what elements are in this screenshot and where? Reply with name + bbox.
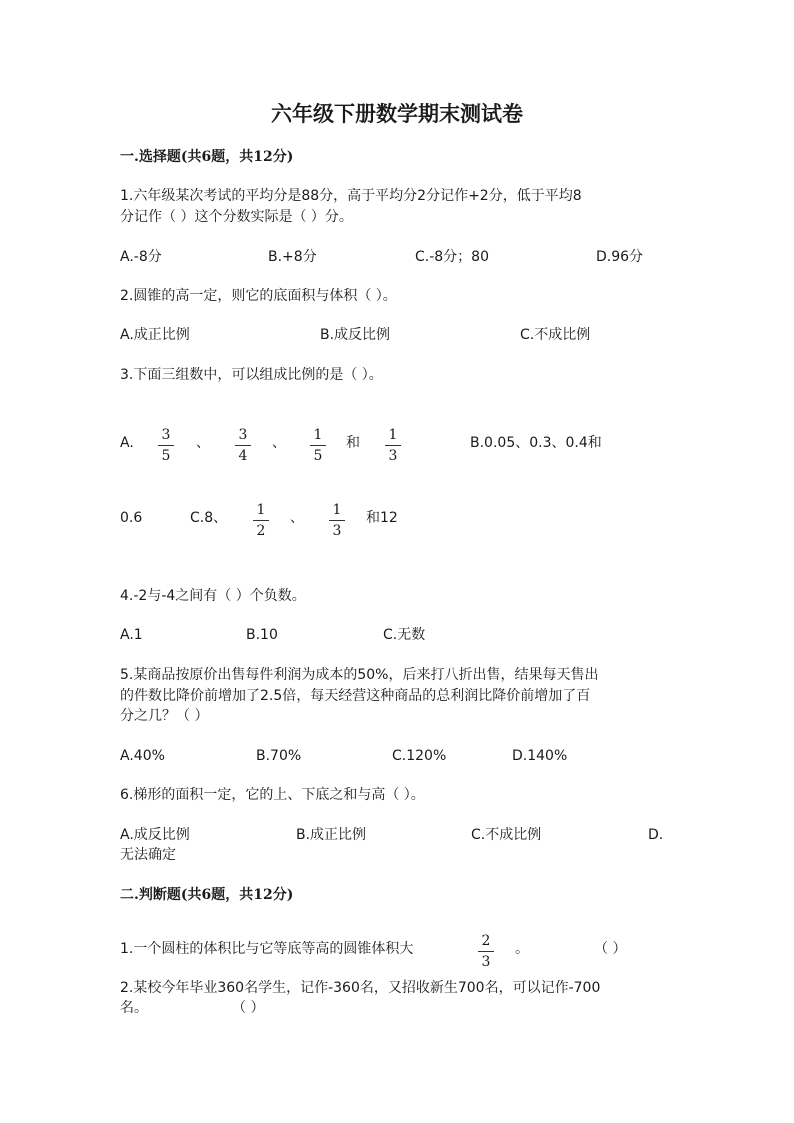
- question-2-text: 2.圆锥的高一定，则它的底面积与体积（ ）。: [120, 288, 397, 304]
- page-title: 六年级下册数学期末测试卷: [271, 101, 523, 126]
- fraction-1-3-b: [326, 502, 348, 539]
- fraction-numerator: 1: [332, 502, 342, 518]
- fraction-numerator: 2: [481, 933, 491, 949]
- question-1-option-a: A.-8分: [120, 249, 162, 265]
- question-1-option-d: D.96分: [596, 249, 644, 265]
- question-4-option-a: A.1: [120, 627, 143, 643]
- question-3-option-b: B.0.05、0.3、0.4和: [470, 435, 602, 451]
- fraction-bar: [310, 445, 326, 446]
- fraction-1-5: [307, 427, 329, 464]
- question-5-line-1: 5.某商品按原价出售每件利润为成本的50%，后来打八折出售，结果每天售出: [120, 667, 599, 683]
- fraction-2-3: [475, 933, 497, 970]
- fraction-1-3: [382, 427, 404, 464]
- fraction-denominator: 3: [332, 523, 342, 539]
- and-word: 和: [346, 435, 360, 451]
- section-heading-choice: 一.选择题(共6题，共12分): [120, 149, 294, 165]
- question-6-option-d: D.: [648, 827, 664, 843]
- fraction-bar: [253, 520, 269, 521]
- question-3-option-b-continued: 0.6: [120, 510, 143, 526]
- fraction-bar: [158, 445, 174, 446]
- question-5-line-3: 分之几？（ ）: [120, 708, 209, 724]
- question-1-option-c: C.-8分；80: [415, 249, 489, 265]
- question-5-line-2: 的件数比降价前增加了2.5倍，每天经营这种商品的总利润比降价前增加了百: [120, 688, 591, 704]
- fraction-bar: [235, 445, 251, 446]
- question-3-text: 3.下面三组数中，可以组成比例的是（ ）。: [120, 367, 383, 383]
- fraction-denominator: 3: [481, 954, 491, 970]
- separator: 、: [196, 435, 210, 451]
- question-1-line-1: 1.六年级某次考试的平均分是88分，高于平均分2分记作+2分，低于平均8: [120, 188, 582, 204]
- fraction-numerator: 3: [238, 427, 248, 443]
- fraction-3-4: [232, 427, 254, 464]
- fraction-numerator: 1: [313, 427, 323, 443]
- and-twelve: 和12: [366, 510, 398, 526]
- question-6-text: 6.梯形的面积一定，它的上、下底之和与高（ ）。: [120, 787, 425, 803]
- fraction-denominator: 4: [238, 448, 248, 464]
- fraction-3-5: [155, 427, 177, 464]
- separator: 、: [290, 510, 304, 526]
- question-6-option-d-text: 无法确定: [120, 847, 176, 863]
- separator: 、: [272, 435, 286, 451]
- judgment-2-line-2: 名。: [120, 1000, 148, 1016]
- fraction-1-2: [250, 502, 272, 539]
- section-heading-judgment: 二.判断题(共6题，共12分): [120, 887, 294, 903]
- fraction-denominator: 5: [161, 448, 171, 464]
- judgment-2-answer-blank: （ ）: [232, 1000, 265, 1016]
- question-2-option-b: B.成反比例: [320, 327, 391, 343]
- question-1-option-b: B.+8分: [268, 249, 317, 265]
- question-5-option-c: C.120%: [392, 748, 447, 764]
- question-3-option-a-label: A.: [120, 435, 134, 451]
- question-6-option-c: C.不成比例: [471, 827, 542, 843]
- fraction-numerator: 3: [161, 427, 171, 443]
- question-4-text: 4.-2与-4之间有（ ）个负数。: [120, 588, 306, 604]
- fraction-denominator: 3: [388, 448, 398, 464]
- question-2-option-c: C.不成比例: [520, 327, 591, 343]
- fraction-bar: [385, 445, 401, 446]
- fraction-numerator: 1: [388, 427, 398, 443]
- question-3-option-c-label: C.8、: [190, 510, 228, 526]
- judgment-2-line-1: 2.某校今年毕业360名学生，记作-360名，又招收新生700名，可以记作-700: [120, 980, 601, 996]
- question-1-line-2: 分记作（ ）这个分数实际是（ ）分。: [120, 209, 353, 225]
- question-2-option-a: A.成正比例: [120, 327, 190, 343]
- question-4-option-b: B.10: [246, 627, 278, 643]
- question-6-option-a: A.成反比例: [120, 827, 190, 843]
- fraction-numerator: 1: [256, 502, 266, 518]
- judgment-1-answer-blank: （ ）: [594, 941, 627, 957]
- question-6-option-b: B.成正比例: [296, 827, 367, 843]
- judgment-1-text: 1.一个圆柱的体积比与它等底等高的圆锥体积大: [120, 941, 414, 957]
- question-5-option-b: B.70%: [256, 748, 302, 764]
- question-5-option-a: A.40%: [120, 748, 165, 764]
- fraction-denominator: 5: [313, 448, 323, 464]
- question-5-option-d: D.140%: [512, 748, 568, 764]
- judgment-1-period: 。: [515, 941, 529, 957]
- fraction-denominator: 2: [256, 523, 266, 539]
- fraction-bar: [478, 951, 494, 952]
- question-4-option-c: C.无数: [383, 627, 426, 643]
- fraction-bar: [329, 520, 345, 521]
